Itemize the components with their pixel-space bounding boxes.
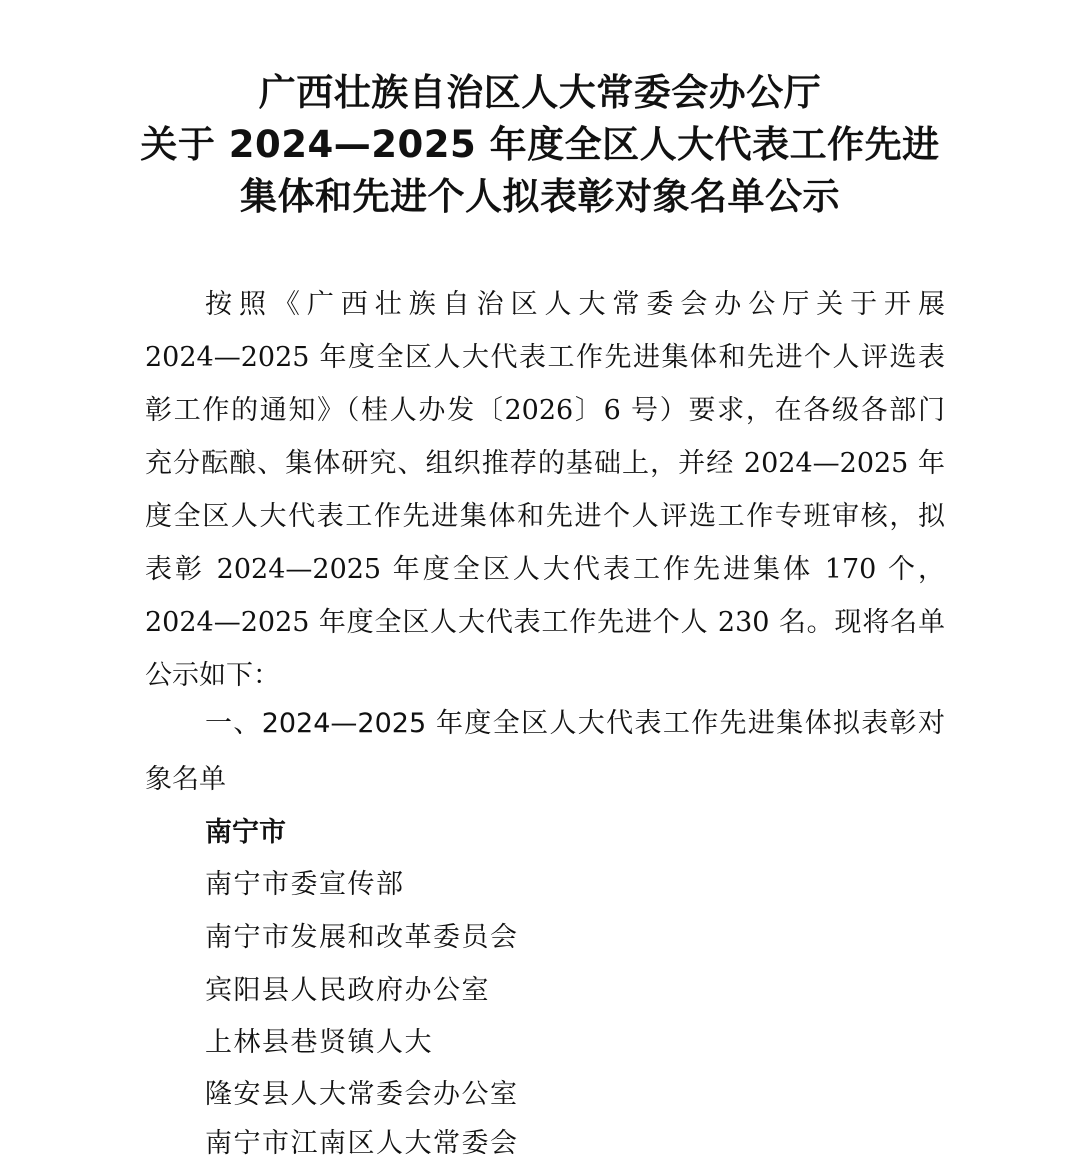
list-item: 上林县巷贤镇人大 <box>205 1027 433 1058</box>
body-paragraph-line: 2024—2025 年度全区人大代表工作先进个人 230 名。现将名单 <box>145 607 945 638</box>
title-line-3: 集体和先进个人拟表彰对象名单公示 <box>240 175 840 218</box>
list-item: 南宁市江南区人大常委会 <box>205 1128 519 1159</box>
body-paragraph-line: 按照《广西壮族自治区人大常委会办公厅关于开展 <box>205 289 945 320</box>
body-paragraph-line: 充分酝酿、集体研究、组织推荐的基础上，并经 2024—2025 年 <box>145 448 945 479</box>
list-item: 南宁市委宣传部 <box>205 869 405 900</box>
title-line-1: 广西壮族自治区人大常委会办公厅 <box>258 71 822 114</box>
city-heading: 南宁市 <box>205 817 286 848</box>
title-line-2: 关于 2024—2025 年度全区人大代表工作先进 <box>140 123 940 166</box>
body-paragraph-line: 彰工作的通知》（桂人办发〔2026〕6 号）要求，在各级各部门 <box>145 395 945 426</box>
list-item: 隆安县人大常委会办公室 <box>205 1079 519 1110</box>
body-paragraph-line: 2024—2025 年度全区人大代表工作先进集体和先进个人评选表 <box>145 342 945 373</box>
body-paragraph-line: 公示如下： <box>145 660 280 691</box>
section-heading-line-1: 一、2024—2025 年度全区人大代表工作先进集体拟表彰对 <box>205 708 945 739</box>
body-paragraph-line: 表彰 2024—2025 年度全区人大代表工作先进集体 170 个， <box>145 554 945 585</box>
body-paragraph-line: 度全区人大代表工作先进集体和先进个人评选工作专班审核，拟 <box>145 501 945 532</box>
section-heading-line-2: 象名单 <box>145 764 226 795</box>
list-item: 宾阳县人民政府办公室 <box>205 975 490 1006</box>
list-item: 南宁市发展和改革委员会 <box>205 922 519 953</box>
